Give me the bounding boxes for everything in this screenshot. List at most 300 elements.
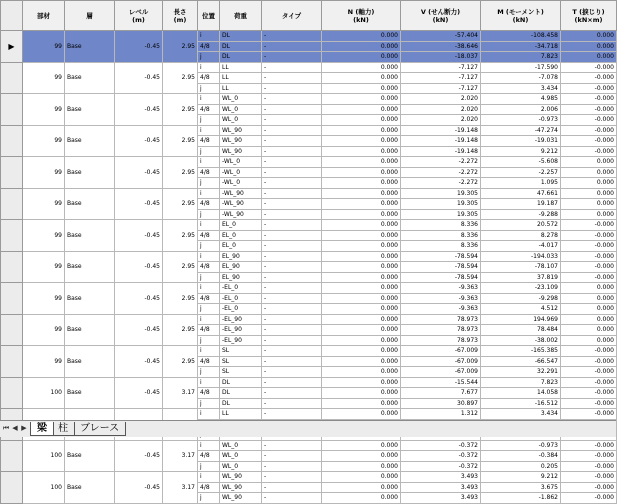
row-header[interactable]: [1, 346, 23, 378]
cell-type[interactable]: -: [262, 115, 322, 126]
cell-load[interactable]: WL_0: [220, 461, 262, 472]
cell-floor[interactable]: Base: [65, 283, 115, 315]
cell-n[interactable]: 0.000: [322, 325, 401, 336]
table-row[interactable]: [1, 377, 617, 388]
cell-m[interactable]: 2.006: [481, 104, 561, 115]
cell-m[interactable]: 19.187: [481, 199, 561, 210]
cell-type[interactable]: -: [262, 52, 322, 63]
cell-t[interactable]: -0.000: [561, 398, 617, 409]
cell-member[interactable]: 99: [23, 157, 65, 189]
cell-floor[interactable]: Base: [65, 346, 115, 378]
cell-load[interactable]: -WL_0: [220, 157, 262, 168]
cell-level[interactable]: -0.45: [115, 31, 163, 63]
cell-n[interactable]: 0.000: [322, 188, 401, 199]
cell-t[interactable]: -0.000: [561, 388, 617, 399]
cell-load[interactable]: DL: [220, 52, 262, 63]
cell-t[interactable]: 0.000: [561, 31, 617, 42]
cell-length[interactable]: 2.95: [163, 346, 198, 378]
cell-type[interactable]: -: [262, 409, 322, 420]
cell-load[interactable]: DL: [220, 398, 262, 409]
col-header-position[interactable]: 位置: [198, 1, 220, 31]
cell-type[interactable]: -: [262, 346, 322, 357]
table-row[interactable]: [1, 62, 617, 73]
cell-v[interactable]: 3.493: [401, 482, 481, 493]
cell-n[interactable]: 0.000: [322, 94, 401, 105]
cell-level[interactable]: -0.45: [115, 472, 163, 504]
cell-m[interactable]: 9.212: [481, 472, 561, 483]
cell-load[interactable]: WL_0: [220, 94, 262, 105]
cell-load[interactable]: -WL_90: [220, 199, 262, 210]
cell-floor[interactable]: Base: [65, 440, 115, 472]
cell-n[interactable]: 0.000: [322, 482, 401, 493]
cell-load[interactable]: -EL_90: [220, 335, 262, 346]
cell-t[interactable]: 0.000: [561, 209, 617, 220]
cell-m[interactable]: -165.385: [481, 346, 561, 357]
cell-m[interactable]: 4.985: [481, 94, 561, 105]
cell-level[interactable]: -0.45: [115, 157, 163, 189]
cell-load[interactable]: EL_90: [220, 272, 262, 283]
cell-position[interactable]: 4/8: [198, 41, 220, 52]
cell-n[interactable]: 0.000: [322, 73, 401, 84]
cell-load[interactable]: -EL_0: [220, 293, 262, 304]
cell-v[interactable]: 19.305: [401, 188, 481, 199]
cell-n[interactable]: 0.000: [322, 146, 401, 157]
cell-m[interactable]: -66.547: [481, 356, 561, 367]
cell-m[interactable]: 32.291: [481, 367, 561, 378]
cell-load[interactable]: -EL_0: [220, 283, 262, 294]
cell-v[interactable]: -78.594: [401, 272, 481, 283]
cell-type[interactable]: -: [262, 83, 322, 94]
cell-load[interactable]: WL_0: [220, 440, 262, 451]
cell-v[interactable]: 19.305: [401, 199, 481, 210]
cell-n[interactable]: 0.000: [322, 136, 401, 147]
cell-m[interactable]: 14.058: [481, 388, 561, 399]
cell-type[interactable]: -: [262, 461, 322, 472]
col-header-v[interactable]: V (せん断力) (kN): [401, 1, 481, 31]
cell-load[interactable]: WL_0: [220, 451, 262, 462]
cell-m[interactable]: -0.973: [481, 440, 561, 451]
cell-m[interactable]: -0.973: [481, 115, 561, 126]
cell-m[interactable]: 37.819: [481, 272, 561, 283]
cell-m[interactable]: 7.823: [481, 52, 561, 63]
cell-position[interactable]: 4/8: [198, 199, 220, 210]
cell-floor[interactable]: Base: [65, 157, 115, 189]
col-header-m[interactable]: M (モーメント) (kN): [481, 1, 561, 31]
cell-n[interactable]: 0.000: [322, 335, 401, 346]
cell-t[interactable]: -0.000: [561, 377, 617, 388]
cell-member[interactable]: 99: [23, 188, 65, 220]
cell-t[interactable]: -0.000: [561, 251, 617, 262]
cell-m[interactable]: 8.278: [481, 230, 561, 241]
table-row[interactable]: [1, 157, 617, 168]
cell-n[interactable]: 0.000: [322, 272, 401, 283]
cell-v[interactable]: 8.336: [401, 230, 481, 241]
cell-n[interactable]: 0.000: [322, 346, 401, 357]
tab-beam[interactable]: 梁: [30, 422, 54, 436]
cell-v[interactable]: -7.127: [401, 62, 481, 73]
cell-load[interactable]: DL: [220, 41, 262, 52]
cell-t[interactable]: -0.000: [561, 125, 617, 136]
cell-position[interactable]: j: [198, 304, 220, 315]
cell-position[interactable]: j: [198, 209, 220, 220]
table-row[interactable]: [1, 94, 617, 105]
cell-n[interactable]: 0.000: [322, 209, 401, 220]
cell-load[interactable]: WL_90: [220, 136, 262, 147]
cell-position[interactable]: j: [198, 367, 220, 378]
cell-m[interactable]: -16.512: [481, 398, 561, 409]
table-row[interactable]: [1, 472, 617, 483]
cell-load[interactable]: SL: [220, 367, 262, 378]
cell-n[interactable]: 0.000: [322, 398, 401, 409]
table-row[interactable]: [1, 251, 617, 262]
cell-n[interactable]: 0.000: [322, 262, 401, 273]
cell-position[interactable]: 4/8: [198, 262, 220, 273]
cell-m[interactable]: 4.512: [481, 304, 561, 315]
cell-member[interactable]: 100: [23, 440, 65, 472]
row-header[interactable]: [1, 94, 23, 126]
cell-level[interactable]: -0.45: [115, 440, 163, 472]
cell-type[interactable]: -: [262, 293, 322, 304]
cell-t[interactable]: -0.000: [561, 356, 617, 367]
col-header-t[interactable]: T (捩じり) (kN×m): [561, 1, 617, 31]
cell-m[interactable]: -19.031: [481, 136, 561, 147]
cell-t[interactable]: -0.000: [561, 409, 617, 420]
cell-load[interactable]: -WL_90: [220, 209, 262, 220]
cell-type[interactable]: -: [262, 188, 322, 199]
table-row[interactable]: [1, 125, 617, 136]
cell-v[interactable]: -67.009: [401, 356, 481, 367]
cell-t[interactable]: -0.000: [561, 493, 617, 504]
cell-type[interactable]: -: [262, 377, 322, 388]
cell-load[interactable]: LL: [220, 409, 262, 420]
cell-load[interactable]: LL: [220, 62, 262, 73]
table-row[interactable]: [1, 283, 617, 294]
row-header[interactable]: [1, 377, 23, 409]
cell-position[interactable]: i: [198, 472, 220, 483]
cell-load[interactable]: WL_90: [220, 482, 262, 493]
cell-position[interactable]: 4/8: [198, 230, 220, 241]
row-header[interactable]: [1, 220, 23, 252]
cell-t[interactable]: -0.000: [561, 146, 617, 157]
col-header-load[interactable]: 荷重: [220, 1, 262, 31]
cell-load[interactable]: EL_90: [220, 262, 262, 273]
cell-v[interactable]: -9.363: [401, 293, 481, 304]
cell-n[interactable]: 0.000: [322, 451, 401, 462]
cell-type[interactable]: -: [262, 472, 322, 483]
cell-t[interactable]: 0.000: [561, 167, 617, 178]
cell-position[interactable]: i: [198, 440, 220, 451]
col-header-type[interactable]: タイプ: [262, 1, 322, 31]
cell-v[interactable]: -0.372: [401, 451, 481, 462]
cell-position[interactable]: j: [198, 83, 220, 94]
cell-position[interactable]: j: [198, 52, 220, 63]
cell-level[interactable]: -0.45: [115, 220, 163, 252]
cell-n[interactable]: 0.000: [322, 230, 401, 241]
cell-type[interactable]: -: [262, 440, 322, 451]
cell-load[interactable]: EL_0: [220, 241, 262, 252]
cell-v[interactable]: 2.020: [401, 104, 481, 115]
cell-t[interactable]: 0.000: [561, 335, 617, 346]
cell-v[interactable]: -67.009: [401, 367, 481, 378]
cell-position[interactable]: i: [198, 31, 220, 42]
cell-t[interactable]: 0.000: [561, 293, 617, 304]
cell-v[interactable]: 3.493: [401, 493, 481, 504]
cell-m[interactable]: -194.033: [481, 251, 561, 262]
cell-v[interactable]: -0.372: [401, 440, 481, 451]
cell-position[interactable]: i: [198, 62, 220, 73]
cell-m[interactable]: 0.205: [481, 461, 561, 472]
cell-load[interactable]: -WL_0: [220, 167, 262, 178]
cell-type[interactable]: -: [262, 146, 322, 157]
cell-m[interactable]: -9.288: [481, 209, 561, 220]
cell-member[interactable]: 100: [23, 377, 65, 409]
cell-position[interactable]: 4/8: [198, 356, 220, 367]
cell-position[interactable]: j: [198, 461, 220, 472]
cell-m[interactable]: -78.107: [481, 262, 561, 273]
cell-load[interactable]: SL: [220, 356, 262, 367]
cell-length[interactable]: 2.95: [163, 220, 198, 252]
cell-n[interactable]: 0.000: [322, 356, 401, 367]
cell-t[interactable]: -0.000: [561, 136, 617, 147]
cell-n[interactable]: 0.000: [322, 388, 401, 399]
cell-member[interactable]: 99: [23, 125, 65, 157]
cell-position[interactable]: j: [198, 272, 220, 283]
cell-v[interactable]: -19.148: [401, 146, 481, 157]
cell-load[interactable]: DL: [220, 377, 262, 388]
cell-v[interactable]: -15.544: [401, 377, 481, 388]
cell-floor[interactable]: Base: [65, 62, 115, 94]
cell-position[interactable]: 4/8: [198, 388, 220, 399]
cell-n[interactable]: 0.000: [322, 440, 401, 451]
cell-n[interactable]: 0.000: [322, 461, 401, 472]
cell-load[interactable]: EL_90: [220, 251, 262, 262]
cell-t[interactable]: -0.000: [561, 115, 617, 126]
cell-load[interactable]: SL: [220, 346, 262, 357]
cell-t[interactable]: -0.000: [561, 241, 617, 252]
cell-t[interactable]: -0.000: [561, 104, 617, 115]
cell-type[interactable]: -: [262, 388, 322, 399]
cell-type[interactable]: -: [262, 209, 322, 220]
cell-level[interactable]: -0.45: [115, 314, 163, 346]
cell-m[interactable]: -23.109: [481, 283, 561, 294]
cell-n[interactable]: 0.000: [322, 31, 401, 42]
cell-v[interactable]: 3.493: [401, 472, 481, 483]
cell-m[interactable]: -34.718: [481, 41, 561, 52]
cell-member[interactable]: 99: [23, 94, 65, 126]
table-row[interactable]: [1, 188, 617, 199]
cell-v[interactable]: 7.677: [401, 388, 481, 399]
cell-position[interactable]: j: [198, 398, 220, 409]
cell-v[interactable]: -67.009: [401, 346, 481, 357]
cell-member[interactable]: 99: [23, 251, 65, 283]
table-row[interactable]: [1, 314, 617, 325]
row-header[interactable]: [1, 125, 23, 157]
cell-type[interactable]: -: [262, 262, 322, 273]
cell-load[interactable]: -EL_0: [220, 304, 262, 315]
cell-n[interactable]: 0.000: [322, 62, 401, 73]
cell-type[interactable]: -: [262, 493, 322, 504]
cell-position[interactable]: j: [198, 178, 220, 189]
cell-v[interactable]: 30.897: [401, 398, 481, 409]
cell-length[interactable]: 2.95: [163, 188, 198, 220]
cell-member[interactable]: 99: [23, 283, 65, 315]
cell-position[interactable]: 4/8: [198, 73, 220, 84]
cell-floor[interactable]: Base: [65, 251, 115, 283]
cell-t[interactable]: 0.000: [561, 178, 617, 189]
row-header[interactable]: [1, 251, 23, 283]
cell-position[interactable]: i: [198, 94, 220, 105]
cell-position[interactable]: 4/8: [198, 451, 220, 462]
cell-t[interactable]: -0.000: [561, 83, 617, 94]
cell-floor[interactable]: Base: [65, 472, 115, 504]
cell-length[interactable]: 2.95: [163, 251, 198, 283]
cell-n[interactable]: 0.000: [322, 283, 401, 294]
cell-type[interactable]: -: [262, 398, 322, 409]
cell-v[interactable]: -19.148: [401, 125, 481, 136]
cell-v[interactable]: -78.594: [401, 251, 481, 262]
cell-level[interactable]: -0.45: [115, 283, 163, 315]
cell-m[interactable]: 3.675: [481, 482, 561, 493]
cell-v[interactable]: 78.973: [401, 325, 481, 336]
cell-position[interactable]: i: [198, 283, 220, 294]
cell-type[interactable]: -: [262, 220, 322, 231]
cell-level[interactable]: -0.45: [115, 125, 163, 157]
cell-m[interactable]: -4.017: [481, 241, 561, 252]
cell-type[interactable]: -: [262, 41, 322, 52]
col-header-level[interactable]: レベル (m): [115, 1, 163, 31]
cell-m[interactable]: 20.572: [481, 220, 561, 231]
cell-t[interactable]: 0.000: [561, 157, 617, 168]
cell-v[interactable]: -0.372: [401, 461, 481, 472]
cell-load[interactable]: WL_90: [220, 493, 262, 504]
cell-t[interactable]: -0.000: [561, 367, 617, 378]
cell-floor[interactable]: Base: [65, 377, 115, 409]
cell-n[interactable]: 0.000: [322, 178, 401, 189]
cell-t[interactable]: 0.000: [561, 199, 617, 210]
cell-member[interactable]: 99: [23, 314, 65, 346]
cell-n[interactable]: 0.000: [322, 104, 401, 115]
tab-brace[interactable]: ブレース: [74, 422, 126, 436]
cell-n[interactable]: 0.000: [322, 251, 401, 262]
cell-n[interactable]: 0.000: [322, 52, 401, 63]
cell-length[interactable]: 3.17: [163, 377, 198, 409]
cell-type[interactable]: -: [262, 451, 322, 462]
cell-type[interactable]: -: [262, 304, 322, 315]
cell-level[interactable]: -0.45: [115, 251, 163, 283]
cell-type[interactable]: -: [262, 230, 322, 241]
first-sheet-button[interactable]: ⏮: [2, 424, 10, 432]
cell-v[interactable]: 1.312: [401, 409, 481, 420]
cell-member[interactable]: 100: [23, 472, 65, 504]
cell-length[interactable]: 2.95: [163, 31, 198, 63]
cell-m[interactable]: 3.434: [481, 83, 561, 94]
cell-floor[interactable]: Base: [65, 31, 115, 63]
cell-n[interactable]: 0.000: [322, 293, 401, 304]
cell-type[interactable]: -: [262, 31, 322, 42]
cell-position[interactable]: i: [198, 220, 220, 231]
cell-m[interactable]: -17.590: [481, 62, 561, 73]
cell-position[interactable]: i: [198, 251, 220, 262]
cell-t[interactable]: -0.000: [561, 451, 617, 462]
cell-t[interactable]: 0.000: [561, 314, 617, 325]
cell-type[interactable]: -: [262, 125, 322, 136]
cell-v[interactable]: -57.404: [401, 31, 481, 42]
cell-t[interactable]: -0.000: [561, 472, 617, 483]
cell-n[interactable]: 0.000: [322, 115, 401, 126]
cell-v[interactable]: -38.646: [401, 41, 481, 52]
cell-n[interactable]: 0.000: [322, 125, 401, 136]
cell-load[interactable]: WL_0: [220, 104, 262, 115]
cell-length[interactable]: 2.95: [163, 314, 198, 346]
cell-t[interactable]: -0.000: [561, 461, 617, 472]
cell-v[interactable]: -78.594: [401, 262, 481, 273]
cell-position[interactable]: 4/8: [198, 167, 220, 178]
row-header[interactable]: [1, 283, 23, 315]
cell-level[interactable]: -0.45: [115, 188, 163, 220]
cell-load[interactable]: LL: [220, 73, 262, 84]
cell-m[interactable]: -38.002: [481, 335, 561, 346]
cell-member[interactable]: 99: [23, 31, 65, 63]
cell-m[interactable]: 47.661: [481, 188, 561, 199]
cell-m[interactable]: 194.969: [481, 314, 561, 325]
cell-position[interactable]: 4/8: [198, 136, 220, 147]
cell-position[interactable]: i: [198, 188, 220, 199]
tab-column[interactable]: 柱: [52, 422, 75, 436]
col-header-member[interactable]: 部材: [23, 1, 65, 31]
cell-load[interactable]: WL_0: [220, 115, 262, 126]
cell-t[interactable]: 0.000: [561, 325, 617, 336]
cell-load[interactable]: WL_90: [220, 472, 262, 483]
cell-type[interactable]: -: [262, 272, 322, 283]
cell-t[interactable]: -0.000: [561, 230, 617, 241]
cell-m[interactable]: -7.078: [481, 73, 561, 84]
table-row[interactable]: [1, 409, 617, 420]
cell-type[interactable]: -: [262, 283, 322, 294]
cell-position[interactable]: 4/8: [198, 104, 220, 115]
cell-type[interactable]: -: [262, 482, 322, 493]
cell-type[interactable]: -: [262, 136, 322, 147]
cell-n[interactable]: 0.000: [322, 157, 401, 168]
cell-m[interactable]: -1.862: [481, 493, 561, 504]
cell-t[interactable]: -0.000: [561, 94, 617, 105]
cell-v[interactable]: -7.127: [401, 83, 481, 94]
cell-m[interactable]: 3.434: [481, 409, 561, 420]
cell-v[interactable]: 8.336: [401, 220, 481, 231]
cell-position[interactable]: 4/8: [198, 482, 220, 493]
cell-v[interactable]: 78.973: [401, 335, 481, 346]
cell-length[interactable]: 2.95: [163, 157, 198, 189]
cell-t[interactable]: -0.000: [561, 73, 617, 84]
cell-length[interactable]: 2.95: [163, 125, 198, 157]
cell-level[interactable]: -0.45: [115, 346, 163, 378]
col-header-floor[interactable]: 層: [65, 1, 115, 31]
cell-v[interactable]: -18.037: [401, 52, 481, 63]
cell-m[interactable]: -0.384: [481, 451, 561, 462]
cell-position[interactable]: j: [198, 146, 220, 157]
cell-v[interactable]: 2.020: [401, 115, 481, 126]
cell-n[interactable]: 0.000: [322, 377, 401, 388]
cell-m[interactable]: 9.212: [481, 146, 561, 157]
cell-m[interactable]: 1.095: [481, 178, 561, 189]
cell-position[interactable]: i: [198, 125, 220, 136]
table-row[interactable]: [1, 346, 617, 357]
cell-floor[interactable]: Base: [65, 220, 115, 252]
cell-floor[interactable]: Base: [65, 125, 115, 157]
cell-length[interactable]: 3.17: [163, 440, 198, 472]
row-header[interactable]: [1, 440, 23, 472]
cell-v[interactable]: -2.272: [401, 178, 481, 189]
cell-n[interactable]: 0.000: [322, 314, 401, 325]
